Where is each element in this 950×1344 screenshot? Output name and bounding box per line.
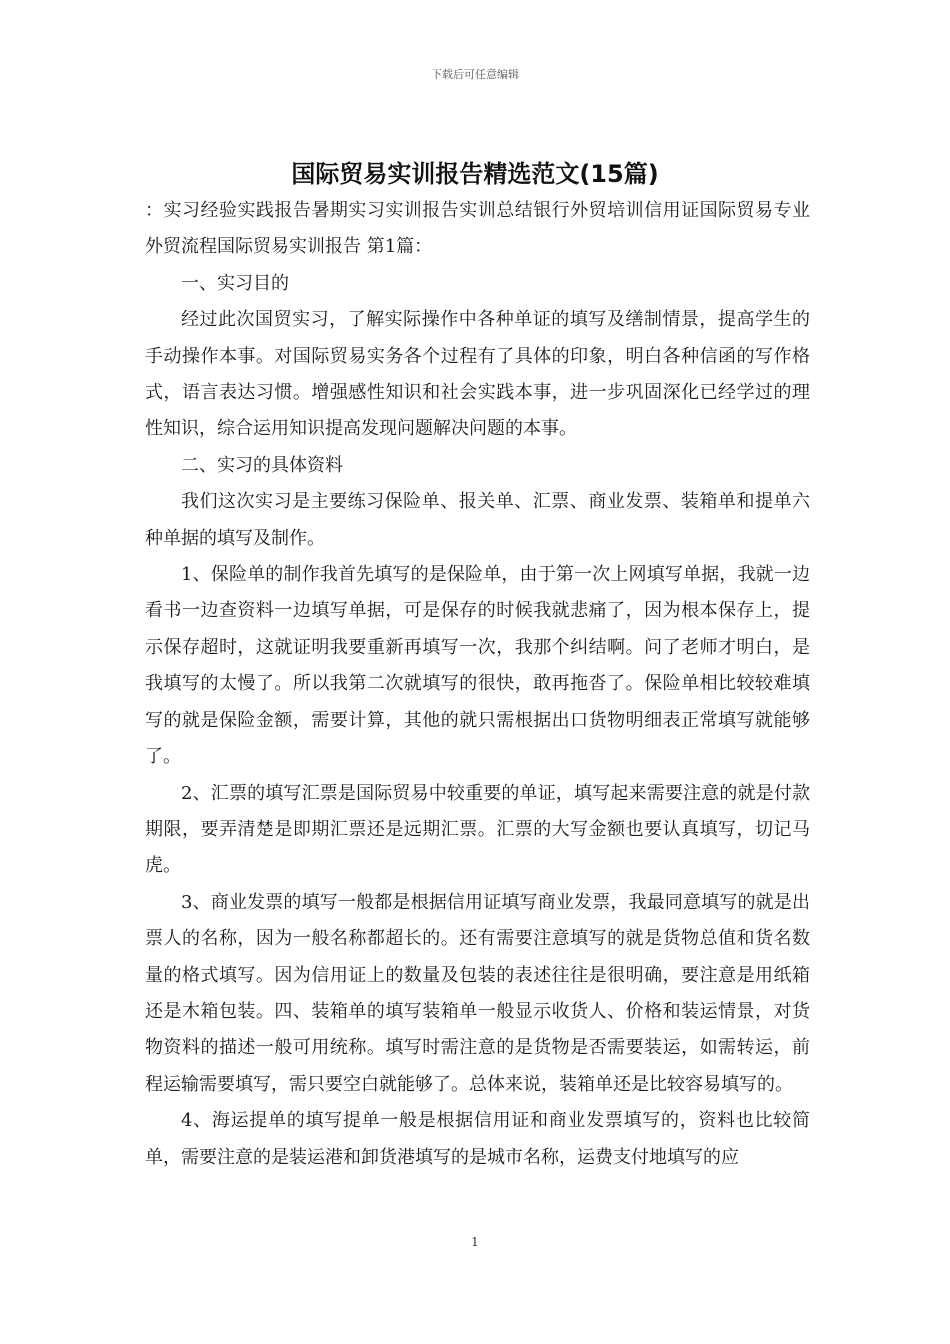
section-heading-content: 二、实习的具体资料 — [181, 454, 343, 476]
document-title: 国际贸易实训报告精选范文(15篇) — [291, 160, 659, 188]
paragraph-keywords: ：实习经验实践报告暑期实习实训报告实训总结银行外贸培训信用证国际贸易专业外贸流程国际贸易实训报告 第1篇： — [145, 200, 810, 258]
paragraph: 2、汇票的填写汇票是国际贸易中较重要的单证，填写起来需要注意的就是付款期限，要弄清楚是即期汇票还是远期汇票。汇票的大写金额也要认真填写，切记马虎。 — [145, 782, 810, 877]
section-heading-purpose: 一、实习目的 — [181, 272, 289, 294]
paragraph: 1、保险单的制作我首先填写的是保险单，由于第一次上网填写单据，我就一边看书一边查资料一边填写单据，可是保存的时候我就悲痛了，因为根本保存上，提示保存超时，这就证明我要重新再填写一次，我那个纠结啊。问了老师才明白，是我填写的太慢了。所以我第二次就填写的很快，敢再拖沓了。保险单相比较较难填写的就是保险金额，需要计算，其他的就只需根据出口货物明细表正常填写就能够了。 — [145, 564, 810, 768]
paragraph: 我们这次实习是主要练习保险单、报关单、汇票、商业发票、装箱单和提单六种单据的填写及制作。 — [145, 491, 810, 549]
paragraph: 经过此次国贸实习，了解实际操作中各种单证的填写及缮制情景，提高学生的手动操作本事。对国际贸易实务各个过程有了具体的印象，明白各种信函的写作格式，语言表达习惯。增强感性知识和社会实践本事，进一步巩固深化已经学过的理性知识，综合运用知识提高发现问题解决问题的本事。 — [145, 309, 810, 440]
document-body — [145, 193, 810, 1176]
page-number: 1 — [471, 1235, 479, 1249]
paragraph: 4、海运提单的填写提单一般是根据信用证和商业发票填写的，资料也比较简单，需要注意的是装运港和卸货港填写的是城市名称，运费支付地填写的应 — [145, 1110, 810, 1168]
paragraph: 3、商业发票的填写一般都是根据信用证填写商业发票，我最同意填写的就是出票人的名称，因为一般名称都超长的。还有需要注意填写的就是货物总值和货名数量的格式填写。因为信用证上的数量及包装的表述往往是很明确，要注意是用纸箱还是木箱包装。四、装箱单的填写装箱单一般显示收货人、价格和装运情景，对货物资料的描述一般可用统称。填写时需注意的是货物是否需要装运，如需转运，前程运输需要填写，需只要空白就能够了。总体来说，装箱单还是比较容易填写的。 — [145, 891, 810, 1095]
header-note: 下载后可任意编辑 — [431, 68, 519, 81]
